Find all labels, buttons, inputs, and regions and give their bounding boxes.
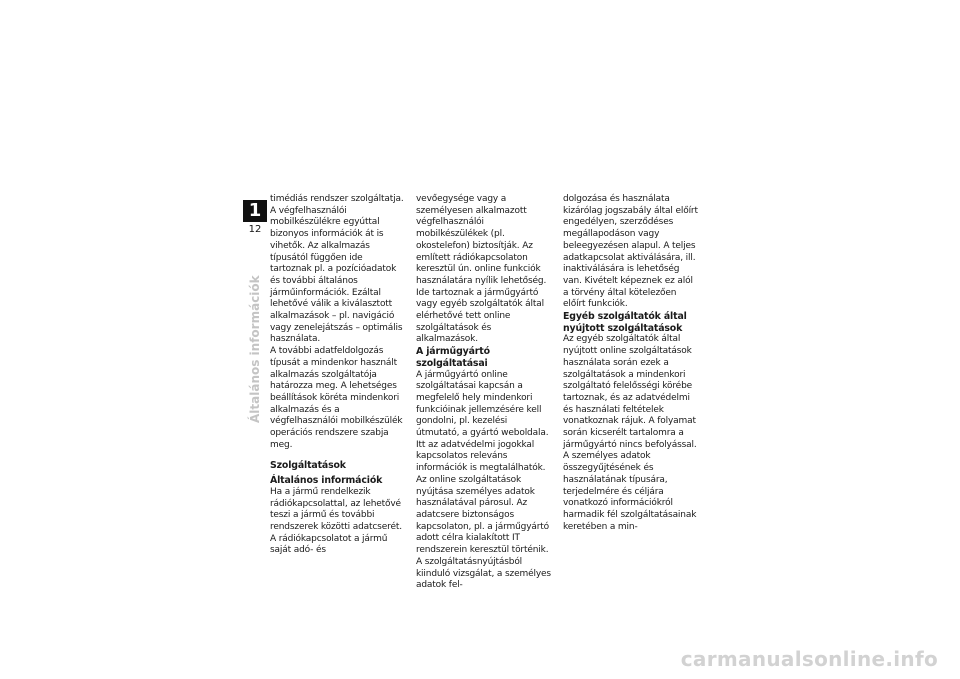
site-watermark[interactable]: carmanualsonline.info bbox=[680, 647, 938, 671]
chapter-tab bbox=[243, 200, 267, 240]
text-column-1 bbox=[270, 194, 406, 557]
section-heading: Általános információk bbox=[270, 475, 383, 487]
paragraph: Az egyéb szolgáltatók által nyújtott online szolgáltatások használata során ezek a szolgáltatások a mindenkori szolgáltató felelősségi körébe tartoznak, és az adatvédelmi és használati feltételek vonatkoznak rájuk. A folyamat során kicserélt tartalomra a járműgyártó nincs befolyással. A személyes adatok összegyűjtésének és használatának típusára, terjedelmére és céljára vonatkozó információkról harmadik fél szolgáltatásainak keretében a min- bbox=[563, 334, 697, 532]
chapter-side-title: Általános információk bbox=[248, 275, 262, 423]
section-heading: Egyéb szolgáltatók által nyújtott szolgáltatások bbox=[563, 311, 687, 334]
page-number: 12 bbox=[248, 224, 262, 235]
text-column-2 bbox=[416, 194, 552, 592]
text-column-3 bbox=[563, 194, 699, 533]
paragraph: A járműgyártó online szolgáltatásai kapcsán a megfelelő hely mindenkori funkcióinak jellemzésére kell gondolni, pl. kezelési útmutató, a gyártó weboldala. Itt az adatvédelmi jogokkal kapcsolatos releváns információk is megtalálhatók. Az online szolgáltatások nyújtása személyes adatok használatával párosul. Az adatcsere biztonságos kapcsolaton, pl. a járműgyártó adott célra kialakított IT rendszerein keresztül történik. A szolgáltatásnyújtásból kiinduló vizsgálat, a személyes adatok fel- bbox=[416, 369, 551, 591]
chapter-number: 1 bbox=[243, 200, 267, 222]
section-heading: Szolgáltatások bbox=[270, 460, 346, 472]
paragraph: vevőegysége vagy a személyesen alkalmazott végfelhasználói mobilkészülékek (pl. okostelefon) biztosítják. Az említett rádiókapcsolaton keresztül ún. online funkciók használatára nyílik lehetőség. Ide tartoznak a járműgyártó vagy egyéb szolgáltatók által elérhetővé tett online szolgáltatások és alkalmazások. bbox=[416, 194, 547, 345]
paragraph: A további adatfeldolgozás típusát a mindenkor használt alkalmazás szolgáltatója határozza meg. A lehetséges beállítások köréta mindenkori alkalmazás és a végfelhasználói mobilkészülék operációs rendszere szabja meg. bbox=[270, 346, 403, 450]
paragraph: Ha a jármű rendelkezik rádiókapcsolattal, az lehetővé teszi a jármű és további rendszerek közötti adatcserét. A rádiókapcsolatot a jármű saját adó- és bbox=[270, 486, 402, 556]
section-heading: A járműgyártó szolgáltatásai bbox=[416, 346, 490, 369]
paragraph: timédiás rendszer szolgáltatja. A végfelhasználói mobilkészülékre egyúttal bizonyos információk át is vihetők. Az alkalmazás típusától függően ide tartoznak pl. a pozícióadatok és további általános járműinformációk. Ezáltal lehetővé válik a kiválasztott alkalmazások – pl. navigáció vagy zenelejátszás – optimális használata. bbox=[270, 194, 404, 345]
paragraph: dolgozása és használata kizárólag jogszabály által előírt engedélyen, szerződéses megállapodáson vagy beleegyezésen alapul. A teljes adatkapcsolat aktiválására, ill. inaktiválására is lehetőség van. Kivételt képeznek ez alól a törvény által kötelezően előírt funkciók. bbox=[563, 194, 698, 310]
